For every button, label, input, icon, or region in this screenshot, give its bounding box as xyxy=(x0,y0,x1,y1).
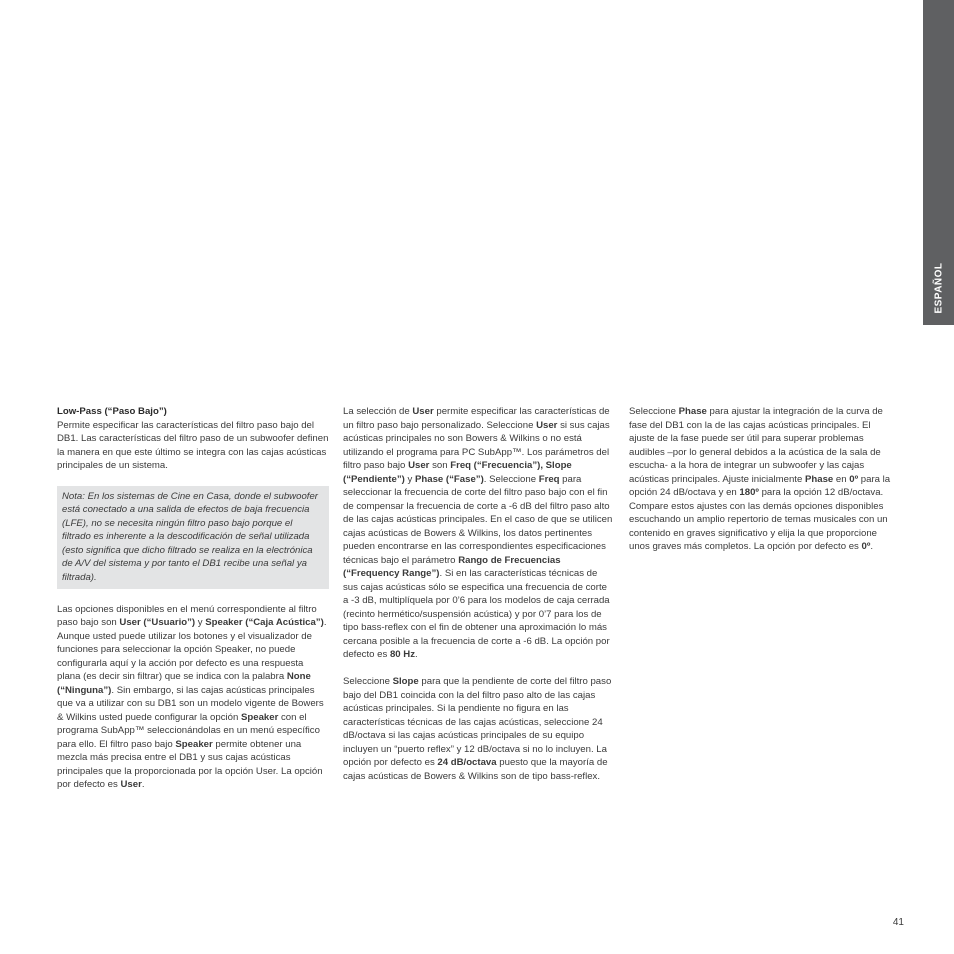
language-tab-label: ESPAÑOL xyxy=(933,262,944,314)
intro-paragraph: Permite especificar las características del filtro paso bajo del DB1. Las características del filtro paso de un subwoofer definen la manera en que este último se integra con las cajas acústicas principales de un sistema. xyxy=(57,419,329,471)
text-column-1 xyxy=(57,405,329,792)
section-heading: Low-Pass (“Paso Bajo”) xyxy=(57,406,167,417)
language-tab xyxy=(923,0,954,325)
options-paragraph: Las opciones disponibles en el menú correspondiente al filtro paso bajo son User (“Usuario”) y Speaker (“Caja Acústica”). Aunque usted puede utilizar los botones y el visualizador de funciones para seleccionar la opción Speaker, no puede configurarla aquí y la acción por defecto es una respuesta plana (es decir sin filtrar) que se indica con la palabra None (“Ninguna”). Sin embargo, si las cajas acústicas principales que va a utilizar con su DB1 son un modelo vigente de Bowers & Wilkins usted puede configurar la opción Speaker con el programa SubApp™ seleccionándolas en un menú específico para ello. El filtro paso bajo Speaker permite obtener una mezcla más precisa entre el DB1 y sus cajas acústicas principales que la proporcionada por la opción User. La opción por defecto es User. xyxy=(57,603,327,790)
slope-paragraph: Seleccione Slope para que la pendiente de corte del filtro paso bajo del DB1 coincida con la del filtro paso alto de las cajas acústicas principales. Si la pendiente no figura en las características técnicas de las cajas acústicas, seleccione 24 dB/octava si las cajas acústicas principales de su equipo incluyen un “puerto reflex” y 12 dB/octava si no lo incluyen. La opción por defecto es 24 dB/octava puesto que la mayoría de cajas acústicas de Bowers & Wilkins son de tipo bass-reflex. xyxy=(343,676,612,782)
page-number: 41 xyxy=(892,917,904,928)
user-paragraph: La selección de User permite especificar las características de un filtro paso bajo personalizado. Seleccione User si sus cajas acústicas principales no son Bowers & Wilkins o no está utilizando el programa para PC SubApp™. Los parámetros del filtro paso bajo User son Freq (“Frecuencia”), Slope (“Pendiente”) y Phase (“Fase”). Seleccione Freq para seleccionar la frecuencia de corte del filtro paso bajo con el fin de compensar la frecuencia de corte a -6 dB del filtro paso alto de las cajas acústicas principales. En el caso de que se utilicen cajas acústicas de Bowers & Wilkins, los datos pertinentes pueden encontrarse en las correspondientes especificaciones técnicas bajo el parámetro Rango de Frecuencias (“Frequency Range”). Si en las características técnicas de sus cajas acústicas sólo se especifica una frecuencia de corte a -3 dB, multiplíquela por 0’6 para los modelos de caja cerrada (recinto hermético/suspensión acústica) y por 0’7 para los de tipo bass-reflex con el fin de obtener una aproximación lo más cercana posible a la frecuencia de corte a -6 dB. La opción por defecto es 80 Hz. xyxy=(343,406,613,660)
text-column-2 xyxy=(343,405,613,783)
note-box xyxy=(57,486,329,590)
note-text: Nota: En los sistemas de Cine en Casa, donde el subwoofer está conectado a una salida de efectos de baja frecuencia (LFE), no se necesita ningún filtro paso bajo porque el filtrado es inherente a la descodificación de señal utilizada (esto significa que dicho filtrado se realiza en la electrónica de A/V del sistema y por tanto el DB1 recibe una señal ya filtrada). xyxy=(62,490,318,583)
phase-paragraph: Seleccione Phase para ajustar la integración de la curva de fase del DB1 con la de las cajas acústicas principales. El ajuste de la fase puede ser útil para superar problemas audibles –por lo general debidos a la acústica de la sala de escucha- a la hora de integrar un subwoofer y las cajas acústicas principales. Ajuste inicialmente Phase en 0º para la opción 24 dB/octava y en 180º para la opción 12 dB/octava. Compare estos ajustes con las demás opciones disponibles escuchando un amplio repertorio de temas musicales con un contenido en graves significativo y elija la que proporcione unos graves más completos. La opción por defecto es 0º. xyxy=(629,406,891,552)
text-column-3 xyxy=(629,405,894,554)
